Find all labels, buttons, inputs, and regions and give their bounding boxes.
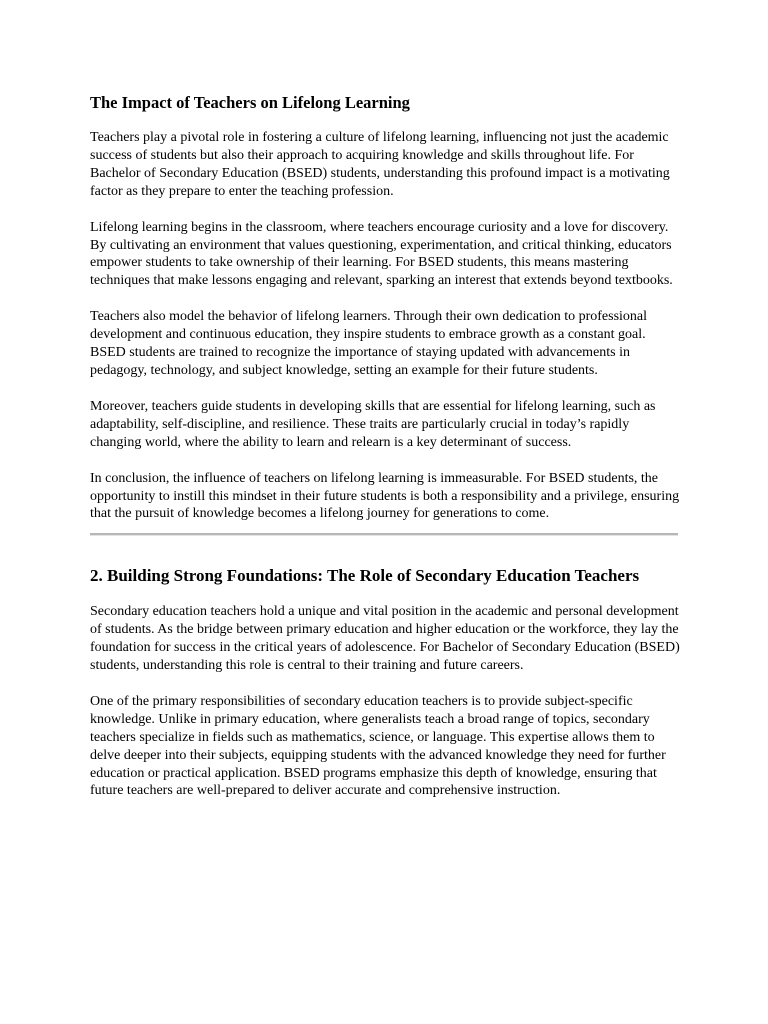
section-1-paragraph-1: Teachers play a pivotal role in fostering a culture of lifelong learning, influencing not just the academic success of students but also their approach to acquiring knowledge and skills throughout life. For Bachelor of Secondary Education (BSED) students, understanding this profound impact is a motivating factor as they prepare to enter the teaching profession.	[90, 130, 670, 199]
section-1-paragraph-3: Teachers also model the behavior of lifelong learners. Through their own dedication to professional development and continuous education, they inspire students to embrace growth as a constant goal. BSED students are trained to recognize the importance of staying updated with advancements in pedagogy, technology, and subject knowledge, setting an example for their future students.	[90, 309, 648, 378]
section-strong-foundations	[90, 565, 680, 800]
section-2-paragraph-2: One of the primary responsibilities of secondary education teachers is to provide subject-specific knowledge. Unlike in primary education, where generalists teach a broad range of topics, secondary teachers specialize in fields such as mathematics, science, or language. This expertise allows them to delve deeper into their subjects, equipping students with the advanced knowledge they need for further education or practical application. BSED programs emphasize this depth of knowledge, ensuring that future teachers are well-prepared to deliver accurate and comprehensive instruction.	[90, 693, 666, 799]
section-1-paragraph-4: Moreover, teachers guide students in developing skills that are essential for lifelong learning, such as adaptability, self-discipline, and resilience. These traits are particularly crucial in today’s rapidly changing world, where the ability to learn and relearn is a key determinant of success.	[90, 398, 656, 450]
section-1-title: The Impact of Teachers on Lifelong Learning	[90, 93, 410, 112]
section-1-paragraph-5: In conclusion, the influence of teachers on lifelong learning is immeasurable. For BSED students, the opportunity to instill this mindset in their future students is both a responsibility and a privilege, ensuring that the pursuit of knowledge becomes a lifelong journey for generations to come.	[90, 470, 680, 522]
section-1-paragraph-2: Lifelong learning begins in the classroom, where teachers encourage curiosity and a love for discovery. By cultivating an environment that values questioning, experimentation, and critical thinking, educators empower students to take ownership of their learning. For BSED students, this means mastering techniques that make lessons engaging and relevant, sparking an interest that extends beyond textbooks.	[90, 219, 673, 289]
section-divider	[90, 533, 678, 536]
section-2-title: 2. Building Strong Foundations: The Role of Secondary Education Teachers	[90, 566, 640, 586]
document-page	[90, 92, 680, 800]
section-lifelong-learning	[90, 92, 680, 523]
section-2-paragraph-1: Secondary education teachers hold a unique and vital position in the academic and personal development of students. As the bridge between primary education and higher education or the workforce, they lay the foundation for success in the critical years of adolescence. For Bachelor of Secondary Education (BSED) students, understanding this role is central to their training and future careers.	[90, 604, 680, 674]
